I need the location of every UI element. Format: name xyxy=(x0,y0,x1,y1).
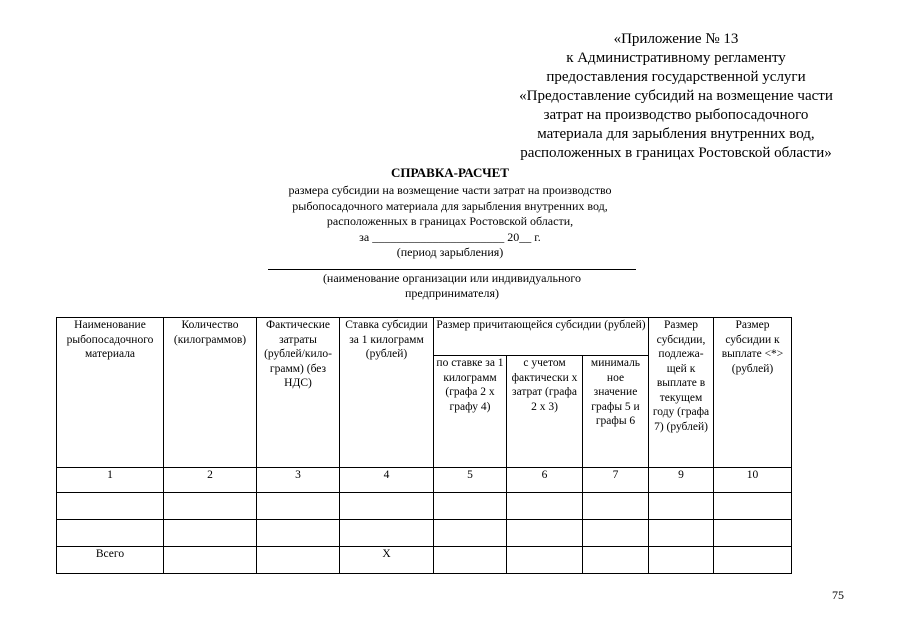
appendix-line: материала для зарыбления внутренних вод, xyxy=(537,126,815,142)
table-cell xyxy=(164,493,257,520)
subtitle-line: расположенных в границах Ростовской области, xyxy=(326,214,574,228)
appendix-line: расположенных в границах Ростовской области» xyxy=(520,145,832,161)
header-subsidy-amount-group: Размер причитающейся субсидии (рублей) xyxy=(434,318,649,356)
header-material-name: Наименование рыбопосадочного материала xyxy=(57,318,164,468)
page-number: 75 xyxy=(832,588,844,602)
organization-caption-line: предпринимателя) xyxy=(405,286,499,300)
column-number-row xyxy=(57,468,792,493)
organization-name-line xyxy=(268,269,636,270)
table-cell xyxy=(164,520,257,547)
table-cell xyxy=(583,493,649,520)
organization-caption xyxy=(268,271,636,301)
table-cell xyxy=(57,493,164,520)
table-cell xyxy=(340,520,434,547)
column-number: 4 xyxy=(340,468,434,493)
table-row xyxy=(57,520,792,547)
table-cell xyxy=(164,547,257,574)
appendix-line: затрат на производство рыбопосадочного xyxy=(543,107,809,123)
column-number: 9 xyxy=(649,468,714,493)
table-cell xyxy=(583,547,649,574)
table-cell xyxy=(507,493,583,520)
table-cell xyxy=(257,493,340,520)
table-cell xyxy=(649,493,714,520)
appendix-line: к Административному регламенту xyxy=(566,50,786,66)
table-cell xyxy=(340,493,434,520)
period-caption: (период зарыбления) xyxy=(396,245,504,259)
column-number: 7 xyxy=(583,468,649,493)
appendix-header xyxy=(500,30,852,163)
table-cell xyxy=(507,547,583,574)
total-label: Всего xyxy=(57,547,164,574)
column-number: 10 xyxy=(714,468,792,493)
table-cell xyxy=(434,520,507,547)
table-cell xyxy=(434,547,507,574)
header-minimum-value: минималь ное значение графы 5 и графы 6 xyxy=(583,356,649,468)
appendix-line: «Предоставление субсидий на возмещение части xyxy=(519,88,833,104)
period-line: за ______________________ 20__ г. xyxy=(359,229,541,244)
subtitle-line: рыбопосадочного материала для зарыбления внутренних вод, xyxy=(292,198,608,213)
subsidy-calculation-table xyxy=(56,317,792,574)
header-subsidy-current-year: Размер субсидии, подлежа-щей к выплате в текущем году (графа 7) (рублей) xyxy=(649,318,714,468)
column-number: 1 xyxy=(57,468,164,493)
total-rate-mark: Х xyxy=(340,547,434,574)
header-by-rate: по ставке за 1 килограмм (графа 2 х графу 4) xyxy=(434,356,507,468)
table-cell xyxy=(649,547,714,574)
table-cell xyxy=(649,520,714,547)
header-subsidy-to-pay: Размер субсидии к выплате <*> (рублей) xyxy=(714,318,792,468)
total-row xyxy=(57,547,792,574)
table-cell xyxy=(257,520,340,547)
appendix-line: «Приложение № 13 xyxy=(613,31,739,47)
column-number: 6 xyxy=(507,468,583,493)
appendix-line: предоставления государственной услуги xyxy=(546,69,806,85)
document-title: СПРАВКА-РАСЧЕТ xyxy=(391,165,509,180)
table-cell xyxy=(257,547,340,574)
document-subtitle xyxy=(230,183,670,261)
header-quantity: Количество (килограммов) xyxy=(164,318,257,468)
table-cell xyxy=(434,493,507,520)
table-cell xyxy=(57,520,164,547)
table-cell xyxy=(714,520,792,547)
table-cell xyxy=(714,493,792,520)
header-actual-costs: Фактические затраты (рублей/кило-грамм) (без НДС) xyxy=(257,318,340,468)
organization-caption-line: (наименование организации или индивидуального xyxy=(322,271,582,285)
column-number: 3 xyxy=(257,468,340,493)
header-subsidy-rate: Ставка субсидии за 1 килограмм (рублей) xyxy=(340,318,434,468)
table-cell xyxy=(507,520,583,547)
table-cell xyxy=(714,547,792,574)
table-row xyxy=(57,493,792,520)
table-cell xyxy=(583,520,649,547)
header-by-actual-costs: с учетом фактически х затрат (графа 2 х 3) xyxy=(507,356,583,468)
column-number: 5 xyxy=(434,468,507,493)
subtitle-line: размера субсидии на возмещение части затрат на производство xyxy=(288,183,612,197)
column-number: 2 xyxy=(164,468,257,493)
